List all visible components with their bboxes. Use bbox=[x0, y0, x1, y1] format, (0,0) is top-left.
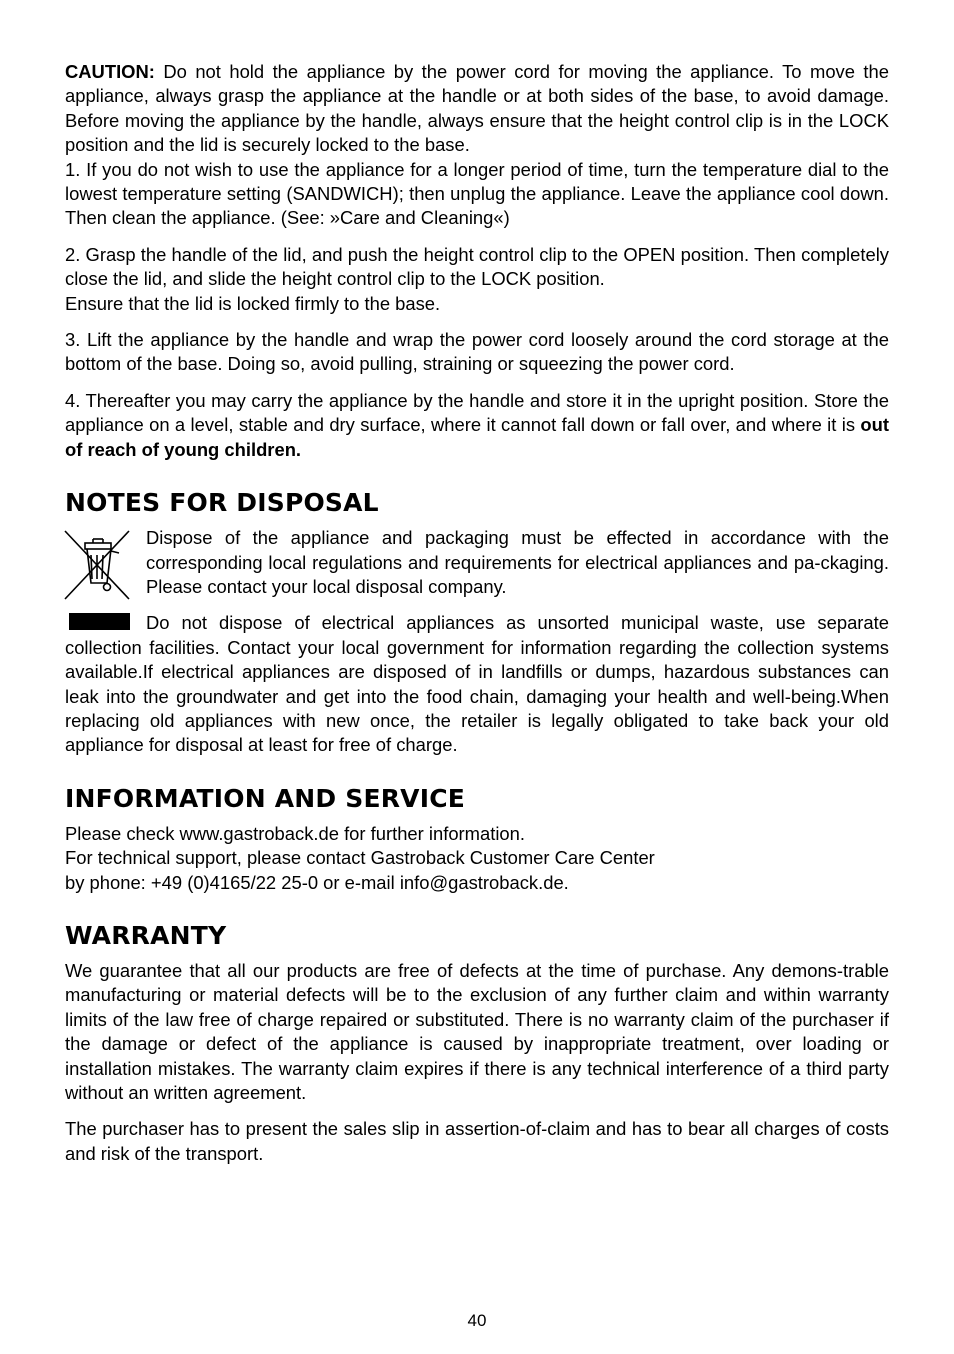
info-line-3: by phone: +49 (0)4165/22 25-0 or e-mail info@gastroback.de. bbox=[65, 871, 569, 893]
page-number: 40 bbox=[467, 1311, 487, 1330]
step-2-note: Ensure that the lid is locked firmly to the base. bbox=[65, 292, 441, 314]
caution-paragraph bbox=[65, 60, 889, 158]
info-line-2: For technical support, please contact Gastroback Customer Care Center bbox=[65, 847, 655, 869]
step-4-warning: out of reach of young children. bbox=[65, 414, 889, 460]
warranty-paragraph-2: The purchaser has to present the sales slip in assertion-of-claim and has to bear all charges of costs and risk of the transport. bbox=[65, 1118, 889, 1164]
warranty-paragraph-1: We guarantee that all our products are free of defects at the time of purchase. Any demons-trable manufacturing or material defects will be to the exclusion of any further claim and within warranty limits of the law free of charge repaired or substituted. There is no warranty claim of the purchaser if the damage or defect of the appliance is caused by inappropriate treatment, over loading or installation mistakes. The warranty claim expires if there is any technical interference of a third party without an written agreement. bbox=[65, 959, 889, 1103]
caution-text: Do not hold the appliance by the power cord for moving the appliance. To move the appliance, always grasp the appliance at the handle or at both sides of the base, to avoid damage. Before moving the appliance by the handle, always ensure that the height control clip is in the LOCK position and the lid is securely locked to the base. bbox=[65, 61, 889, 156]
info-heading: INFORMATION AND SERVICE bbox=[65, 783, 466, 813]
crossed-out-wheelie-bin-icon bbox=[63, 529, 133, 601]
step-1: 1. If you do not wish to use the appliance for a longer period of time, turn the temperature dial to the lowest temperature setting (SANDWICH); then unplug the appliance. Leave the appliance cool down. Then clean the appliance. (See: »Care and Cleaning«) bbox=[65, 158, 889, 229]
info-block bbox=[65, 822, 889, 895]
step-2: 2. Grasp the handle of the lid, and push the height control clip to the OPEN position. Then completely close the lid, and slide the height control clip to the LOCK position. bbox=[65, 243, 889, 290]
disposal-paragraph-1: Dispose of the appliance and packaging must be effected in accordance with the corresponding local regulations and requirements for electrical appliances and pa-ckaging. Please contact your local disposal company. bbox=[146, 527, 889, 597]
warranty-heading: WARRANTY bbox=[65, 920, 227, 950]
disposal-paragraph-2: Do not dispose of electrical appliances as unsorted municipal waste, use separate collection facilities. Contact your local government for information regarding the collection systems available.If electrical appliances are disposed of in landfills or dumps, hazardous substances can leak into the groundwater and get into the food chain, damaging your health and well-being.When replacing old appliances with new once, the retailer is legally obligated to take back your old appliance for disposal at least for free of charge. bbox=[65, 612, 889, 756]
caution-label: CAUTION: bbox=[65, 61, 155, 82]
page-content bbox=[65, 60, 889, 1178]
disposal-heading: NOTES FOR DISPOSAL bbox=[65, 488, 379, 518]
disposal-bar-block bbox=[65, 611, 889, 757]
step-4 bbox=[65, 389, 889, 462]
black-bar-icon bbox=[69, 613, 130, 630]
info-line-1: Please check www.gastroback.de for further information. bbox=[65, 822, 525, 844]
disposal-weee-block bbox=[65, 526, 889, 599]
step-3: 3. Lift the appliance by the handle and wrap the power cord loosely around the cord storage at the bottom of the base. Doing so, avoid pulling, straining or squeezing the power cord. bbox=[65, 329, 889, 375]
step-4-text: 4. Thereafter you may carry the appliance by the handle and store it in the upright position. Store the appliance on a level, stable and dry surface, where it cannot fall down or fall over, and where it is bbox=[65, 389, 889, 436]
